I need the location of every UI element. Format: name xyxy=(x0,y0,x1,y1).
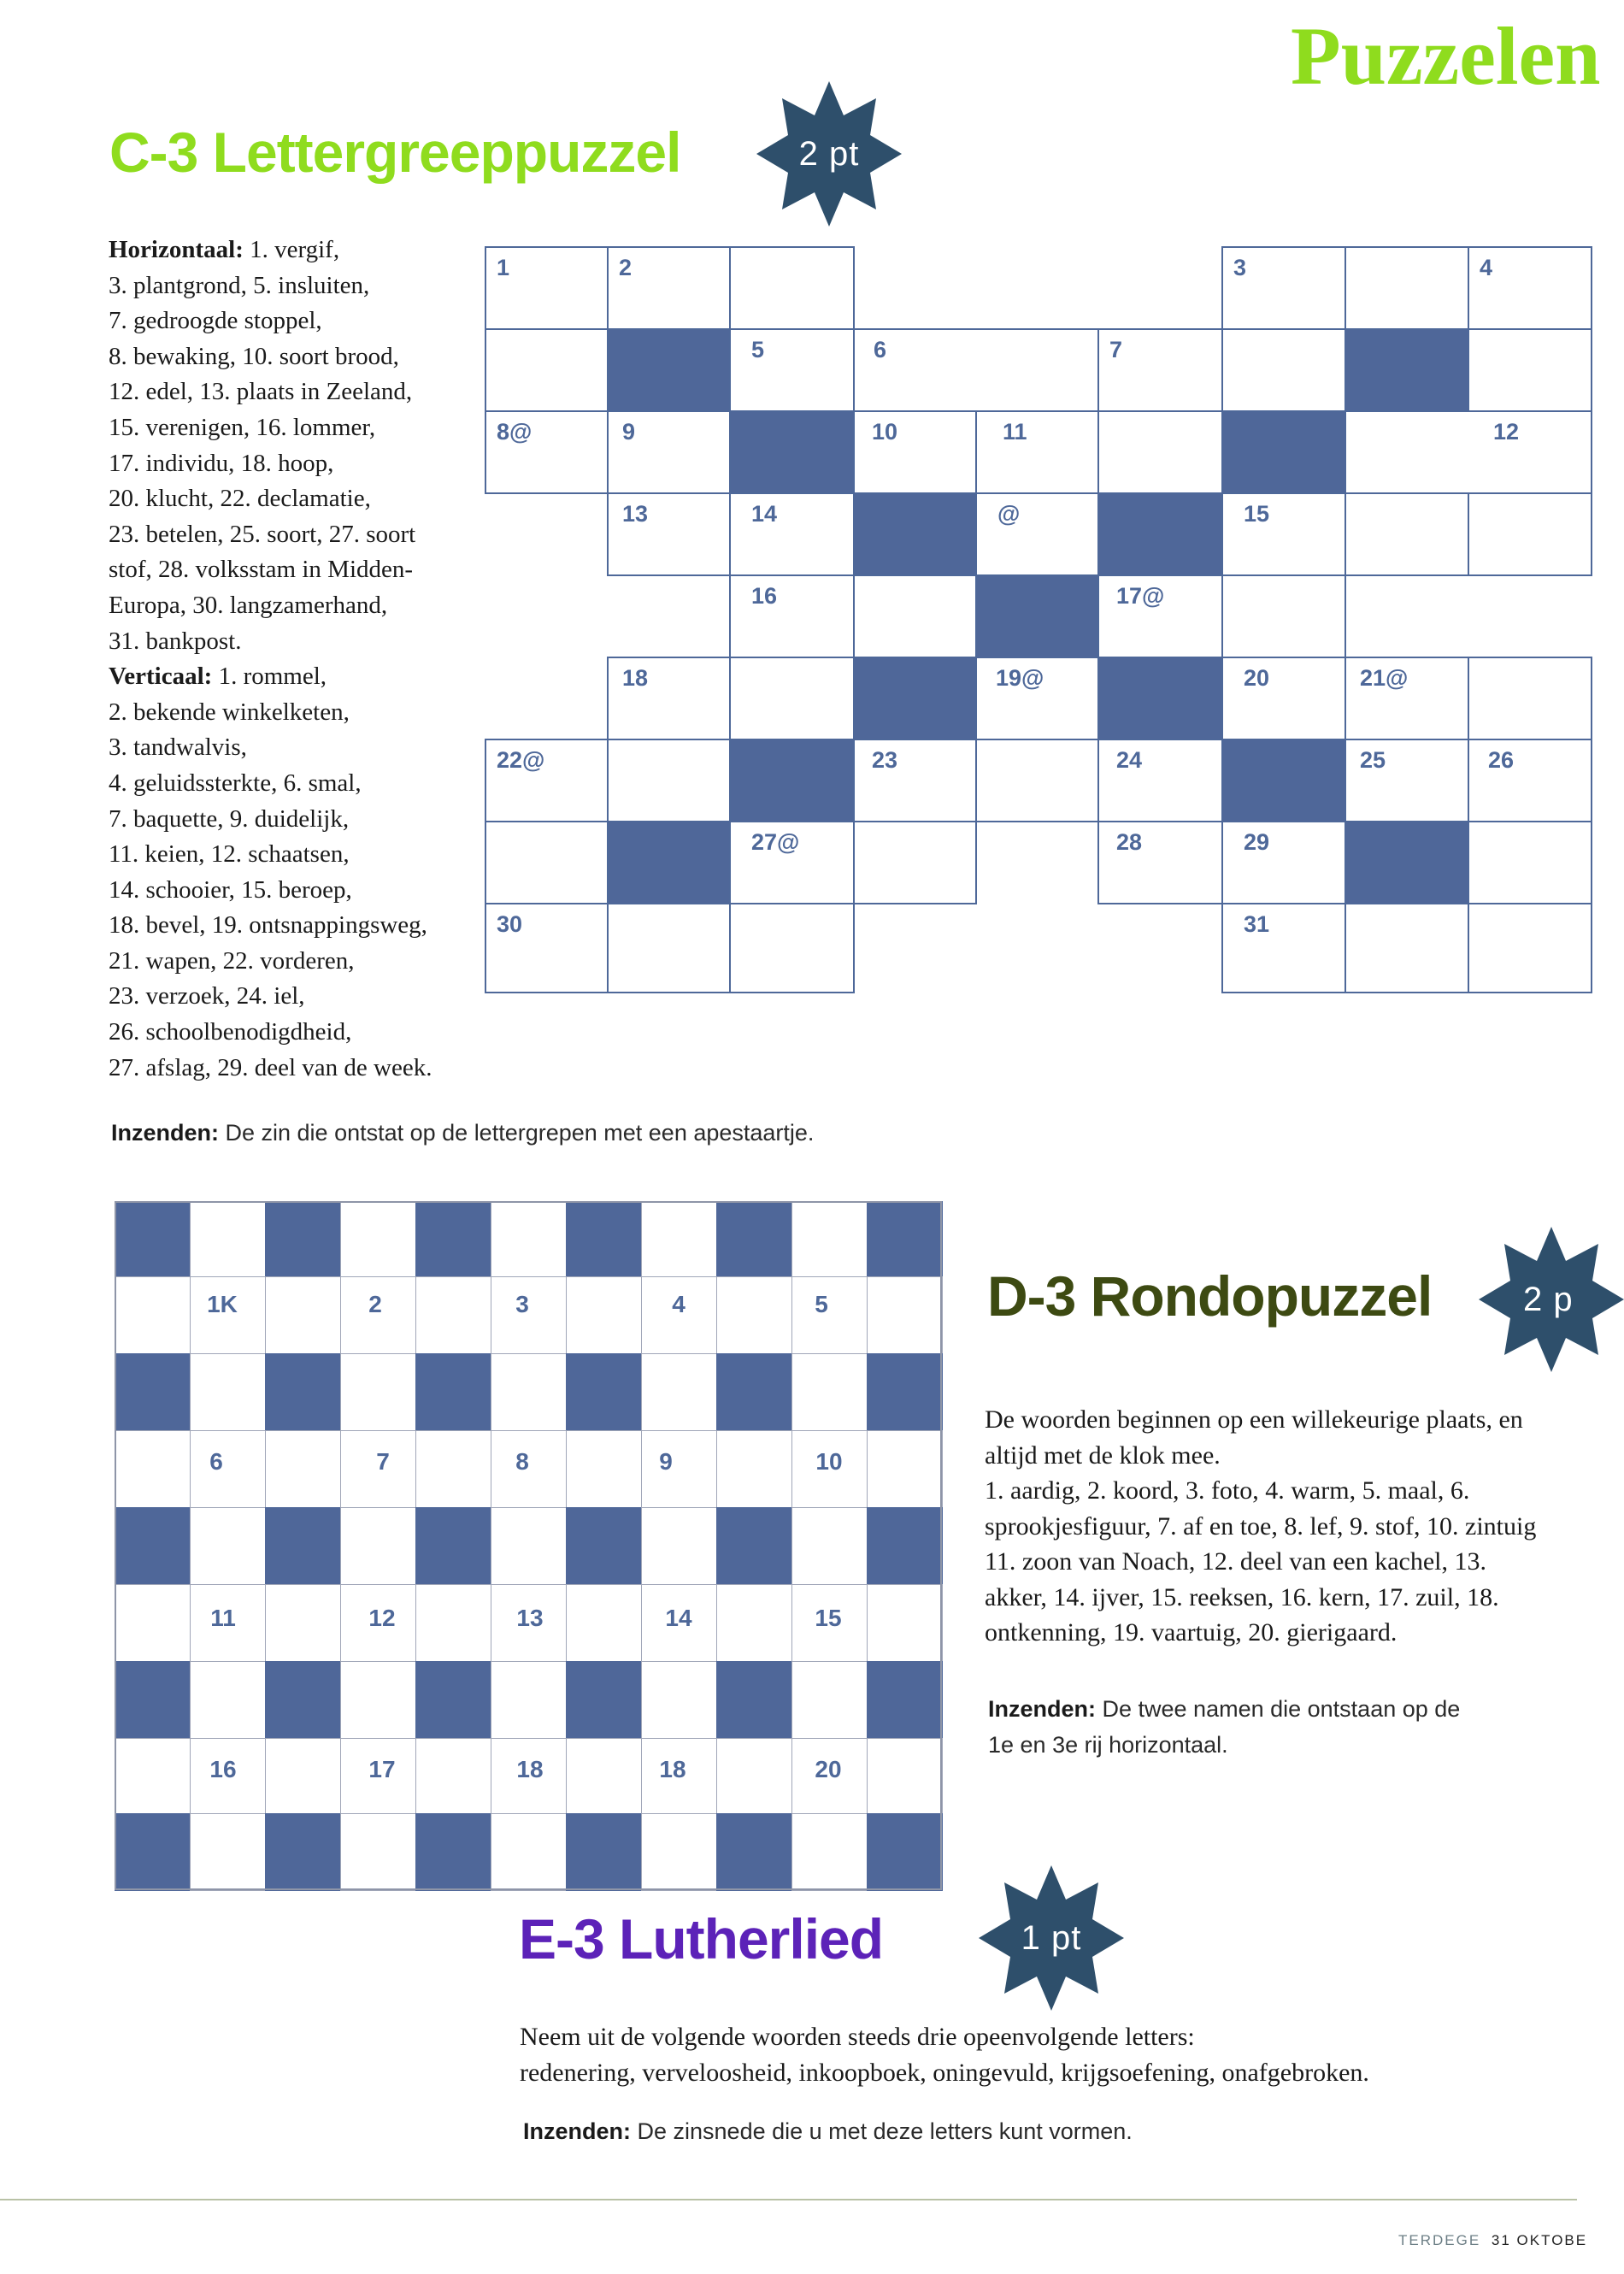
crossword-cell[interactable] xyxy=(1221,492,1346,576)
rondo-cell[interactable] xyxy=(265,1430,341,1508)
crossword-cell[interactable] xyxy=(1468,657,1592,740)
rondo-cell[interactable] xyxy=(415,1276,491,1354)
crossword-cell[interactable] xyxy=(1221,328,1346,412)
rondo-number: 8 xyxy=(515,1448,529,1475)
crossword-cell[interactable] xyxy=(1345,246,1469,330)
rondo-cell[interactable] xyxy=(190,1813,266,1891)
rondo-cell[interactable] xyxy=(566,1738,642,1814)
rondo-black-cell xyxy=(415,1353,491,1431)
crossword-cell[interactable] xyxy=(853,410,977,494)
rondo-number: 5 xyxy=(815,1291,828,1317)
rondo-number: 11 xyxy=(210,1605,236,1631)
cell-number: 16 xyxy=(751,583,778,609)
cell-number: 26 xyxy=(1488,747,1515,773)
rondo-number: 17 xyxy=(368,1756,396,1782)
rondo-number: 15 xyxy=(815,1605,842,1631)
rondo-black-cell xyxy=(265,1507,341,1585)
cell-number: 19@ xyxy=(996,665,1044,691)
rondo-cell[interactable] xyxy=(340,1813,416,1891)
cell-number: 20 xyxy=(1244,665,1270,691)
crossword-black-cell xyxy=(1345,821,1469,904)
cell-number: 12 xyxy=(1493,419,1520,445)
crossword-cell[interactable] xyxy=(485,739,609,822)
rondo-cell[interactable] xyxy=(867,1430,943,1508)
crossword-cell[interactable] xyxy=(1221,246,1346,330)
clue-line: 2. bekende winkelketen, xyxy=(109,698,350,726)
cell-number: 1 xyxy=(497,255,510,280)
rondo-black-cell xyxy=(265,1201,341,1277)
crossword-cell[interactable] xyxy=(607,492,731,576)
rondo-cell[interactable] xyxy=(641,1813,717,1891)
cell-number: 13 xyxy=(622,501,649,527)
rondo-black-cell xyxy=(566,1201,642,1277)
puzzle-c-clues xyxy=(109,233,432,1086)
rondo-cell[interactable] xyxy=(566,1276,642,1354)
crossword-cell[interactable] xyxy=(975,492,1099,576)
puzzle-c-submit xyxy=(111,1120,814,1146)
rondo-cell[interactable] xyxy=(791,1661,868,1739)
rondo-cell[interactable] xyxy=(791,1507,868,1585)
rondo-cell[interactable] xyxy=(791,1353,868,1431)
footer xyxy=(1398,2232,1587,2249)
rondo-cell[interactable] xyxy=(641,1661,717,1739)
crossword-cell[interactable] xyxy=(853,739,977,822)
rondo-cell[interactable] xyxy=(867,1276,943,1354)
rondo-black-cell xyxy=(115,1661,191,1739)
vertical-clues-first-line: Verticaal: 1. rommel, xyxy=(109,663,327,691)
puzzle-e-submit: Inzenden: De zinsnede die u met deze letters kunt vormen. xyxy=(523,2118,1133,2144)
clue-line: 27. afslag, 29. deel van de week. xyxy=(109,1053,432,1081)
cell-number: @ xyxy=(997,501,1021,527)
clue-line: 3. tandwalvis, xyxy=(109,733,247,762)
crossword-cell[interactable] xyxy=(975,739,1099,822)
submit-label: Inzenden: xyxy=(111,1120,219,1146)
rondo-cell[interactable] xyxy=(115,1430,191,1508)
rondo-cell[interactable] xyxy=(491,1353,567,1431)
rondo-cell[interactable] xyxy=(115,1584,191,1662)
crossword-cell[interactable] xyxy=(607,657,731,740)
rondo-cell[interactable] xyxy=(566,1584,642,1662)
rondo-black-cell xyxy=(265,1353,341,1431)
crossword-cell[interactable] xyxy=(1345,903,1469,993)
clue-line: stof, 28. volksstam in Midden- xyxy=(109,556,414,584)
rondo-cell[interactable] xyxy=(340,1201,416,1277)
rondo-cell[interactable] xyxy=(115,1276,191,1354)
rondo-black-cell xyxy=(115,1201,191,1277)
crossword-cell[interactable] xyxy=(1468,821,1592,904)
rondo-number: 3 xyxy=(515,1291,529,1317)
crossword-cell[interactable] xyxy=(485,903,609,993)
cell-number: 28 xyxy=(1116,829,1143,855)
rondo-black-cell xyxy=(716,1507,792,1585)
submit-text: De zin die ontstat op de lettergrepen met een apestaartje. xyxy=(219,1120,815,1146)
puzzle-d-submit: Inzenden: De twee namen die ontstaan op de 1e en 3e rij horizontaal. xyxy=(988,1696,1461,1758)
rondo-cell[interactable] xyxy=(641,1201,717,1277)
rondo-black-cell xyxy=(415,1201,491,1277)
rondo-number: 14 xyxy=(665,1605,692,1631)
crossword-cell[interactable] xyxy=(975,410,1099,494)
crossword-cell[interactable] xyxy=(853,574,977,658)
crossword-cell[interactable] xyxy=(1345,492,1469,576)
rondo-black-cell xyxy=(566,1661,642,1739)
cell-number: 31 xyxy=(1244,911,1270,937)
rondo-black-cell xyxy=(867,1813,943,1891)
crossword-cell[interactable] xyxy=(975,657,1099,740)
crossword-cell[interactable] xyxy=(607,246,731,330)
submit-label: Inzenden: xyxy=(988,1696,1096,1722)
puzzle-c-points: 2 pt xyxy=(798,134,860,173)
crossword-cell[interactable] xyxy=(485,821,609,904)
cell-number: 17@ xyxy=(1116,583,1165,609)
rondo-black-cell xyxy=(716,1201,792,1277)
rondo-number: 4 xyxy=(672,1291,685,1317)
rondo-black-cell xyxy=(867,1661,943,1739)
cell-number: 23 xyxy=(872,747,898,773)
clue-line: 26. schoolbenodigdheid, xyxy=(109,1018,352,1046)
rondo-cell[interactable] xyxy=(265,1276,341,1354)
rondo-cell[interactable] xyxy=(641,1353,717,1431)
rondo-cell[interactable] xyxy=(415,1738,491,1814)
crossword-black-cell xyxy=(853,492,977,576)
cell-number: 29 xyxy=(1244,829,1270,855)
clue-line: 20. klucht, 22. declamatie, xyxy=(109,485,371,513)
rondo-black-cell xyxy=(265,1661,341,1739)
vertical-heading: Verticaal: xyxy=(109,663,213,691)
puzzle-d-points-badge xyxy=(1479,1227,1624,1372)
rondo-black-cell xyxy=(566,1353,642,1431)
crossword-cell[interactable] xyxy=(607,739,731,822)
crossword-cell[interactable] xyxy=(1345,657,1469,740)
rondo-number: 10 xyxy=(815,1448,843,1475)
crossword-black-cell xyxy=(1097,657,1223,740)
rondo-black-cell xyxy=(566,1813,642,1891)
rondo-cell[interactable] xyxy=(566,1430,642,1508)
rondo-cell[interactable] xyxy=(491,1507,567,1585)
cell-number: 14 xyxy=(751,501,778,527)
crossword-cell[interactable] xyxy=(1097,574,1223,658)
cell-number: 18 xyxy=(622,665,649,691)
clue-line: 8. bewaking, 10. soort brood, xyxy=(109,342,399,370)
crossword-cell[interactable] xyxy=(729,246,855,330)
crossword-cell[interactable] xyxy=(729,657,855,740)
crossword-black-cell xyxy=(729,739,855,822)
rondo-black-cell xyxy=(115,1507,191,1585)
crossword-cell[interactable] xyxy=(729,903,855,993)
clue-line: 31. bankpost. xyxy=(109,627,242,655)
clue-line: 15. verenigen, 16. lommer, xyxy=(109,413,376,441)
rondo-number: 20 xyxy=(815,1756,842,1782)
clue-line: 21. wapen, 22. vorderen, xyxy=(109,946,355,975)
rondo-cell[interactable] xyxy=(190,1201,266,1277)
cell-number: 2 xyxy=(619,255,633,280)
puzzle-d-title: D-3 Rondopuzzel xyxy=(987,1264,1433,1328)
rondo-black-cell xyxy=(415,1507,491,1585)
crossword-cell[interactable] xyxy=(729,328,855,412)
cell-number: 8@ xyxy=(497,419,533,445)
rondo-black-cell xyxy=(566,1507,642,1585)
rondo-black-cell xyxy=(716,1353,792,1431)
cell-number: 4 xyxy=(1480,255,1493,280)
cell-number: 25 xyxy=(1360,747,1386,773)
crossword-black-cell xyxy=(607,328,731,412)
cell-number: 22@ xyxy=(497,747,545,773)
clue-line: 7. baquette, 9. duidelijk, xyxy=(109,804,350,833)
crossword-black-cell xyxy=(1097,492,1223,576)
crossword-cell[interactable] xyxy=(853,821,977,904)
crossword-cell[interactable] xyxy=(1468,903,1592,993)
cell-number: 27@ xyxy=(751,829,800,855)
crossword-cell[interactable] xyxy=(1345,410,1592,494)
clue-line: 3. plantgrond, 5. insluiten, xyxy=(109,271,370,299)
crossword-black-cell xyxy=(1221,410,1346,494)
cell-number: 15 xyxy=(1244,501,1270,527)
crossword-cell[interactable] xyxy=(1468,328,1592,412)
crossword-cell[interactable] xyxy=(853,328,1099,412)
rondo-cell[interactable] xyxy=(716,1430,792,1508)
rondo-cell[interactable] xyxy=(491,1661,567,1739)
crossword-cell[interactable] xyxy=(1097,328,1223,412)
crossword-cell[interactable] xyxy=(1468,246,1592,330)
rondo-cell[interactable] xyxy=(340,1353,416,1431)
crossword-black-cell xyxy=(1345,328,1469,412)
section-header: Puzzelen xyxy=(1291,10,1601,102)
rondo-cell[interactable] xyxy=(340,1661,416,1739)
rondo-cell[interactable] xyxy=(415,1584,491,1662)
puzzle-e-title: E-3 Lutherlied xyxy=(519,1907,884,1971)
rondo-cell[interactable] xyxy=(716,1584,792,1662)
puzzle-d-points: 2 p xyxy=(1523,1280,1574,1318)
rondo-cell[interactable] xyxy=(491,1813,567,1891)
crossword-cell[interactable] xyxy=(1097,739,1223,822)
crossword-cell[interactable] xyxy=(1221,903,1346,993)
cell-number: 24 xyxy=(1116,747,1143,773)
crossword-cell[interactable] xyxy=(1221,657,1346,740)
rondo-number: 7 xyxy=(376,1448,390,1475)
rondo-black-cell xyxy=(415,1661,491,1739)
puzzle-c-title: C-3 Lettergreeppuzzel xyxy=(109,121,681,184)
clue-line: 7. gedroogde stoppel, xyxy=(109,307,322,335)
horizontal-heading: Horizontaal: xyxy=(109,236,244,263)
rondo-cell[interactable] xyxy=(265,1738,341,1814)
rondo-cell[interactable] xyxy=(867,1584,943,1662)
clue-line: 18. bevel, 19. ontsnappingsweg, xyxy=(109,911,427,940)
rondo-cell[interactable] xyxy=(641,1507,717,1585)
crossword-cell[interactable] xyxy=(1468,739,1592,822)
rondo-cell[interactable] xyxy=(265,1584,341,1662)
crossword-cell[interactable] xyxy=(729,574,855,658)
crossword-black-cell xyxy=(975,574,1099,658)
puzzle-e-points-badge xyxy=(979,1865,1124,2011)
crossword-black-cell xyxy=(853,657,977,740)
footer-magazine: TERDEGE xyxy=(1398,2232,1481,2248)
footer-rule xyxy=(0,2199,1577,2200)
rondo-cell[interactable] xyxy=(791,1813,868,1891)
crossword-cell[interactable] xyxy=(1345,739,1469,822)
crossword-cell[interactable] xyxy=(607,903,731,993)
crossword-cell[interactable] xyxy=(1468,492,1592,576)
rondo-black-cell xyxy=(867,1201,943,1277)
clue-line: 23. betelen, 25. soort, 27. soort xyxy=(109,520,416,548)
rondo-black-cell xyxy=(415,1813,491,1891)
rondo-black-cell xyxy=(716,1661,792,1739)
puzzle-d-text: De woorden beginnen op een willekeurige plaats, en altijd met de klok mee. 1. aardig, 2. koord, 3. foto, 4. warm, 5. maal, 6. sprookjesfiguur, 7. af en toe, 8. lef, 9. stof, 10. zintuig 11. zoon van Noach, 12. deel van een kachel, 13. akker, 14. ijver, 15. reeksen, 16. kern, 17. zuil, 18. ontkenning, 19. vaartuig, 20. gierigaard. xyxy=(985,1405,1537,1647)
rondo-number: 18 xyxy=(516,1756,544,1782)
footer-page-date: 31 OKTOBE xyxy=(1491,2232,1588,2248)
rondo-number: 13 xyxy=(516,1605,544,1631)
crossword-cell[interactable] xyxy=(607,410,731,494)
rondo-number: 18 xyxy=(659,1756,686,1782)
rondo-number: 16 xyxy=(209,1756,237,1782)
clue-line: 11. keien, 12. schaatsen, xyxy=(109,840,350,869)
rondo-black-cell xyxy=(115,1813,191,1891)
cell-number: 7 xyxy=(1109,337,1123,362)
rondo-cell[interactable] xyxy=(190,1661,266,1739)
crossword-cell[interactable] xyxy=(1097,410,1223,494)
rondo-number: 2 xyxy=(368,1291,382,1317)
crossword-cell[interactable] xyxy=(1221,821,1346,904)
rondo-cell[interactable] xyxy=(867,1738,943,1814)
rondo-black-cell xyxy=(115,1353,191,1431)
puzzle-c-points-badge xyxy=(756,81,902,227)
rondo-cell[interactable] xyxy=(716,1738,792,1814)
rondo-cell[interactable] xyxy=(190,1353,266,1431)
crossword-cell[interactable] xyxy=(485,410,609,494)
rondo-black-cell xyxy=(716,1813,792,1891)
crossword-cell[interactable] xyxy=(1097,821,1223,904)
crossword-cell[interactable] xyxy=(1221,574,1346,658)
puzzle-e-points: 1 pt xyxy=(1021,1918,1082,1957)
submit-label: Inzenden: xyxy=(523,2118,631,2144)
rondo-black-cell xyxy=(265,1813,341,1891)
crossword-black-cell xyxy=(607,821,731,904)
rondo-cell[interactable] xyxy=(115,1738,191,1814)
rondo-number: 9 xyxy=(659,1448,673,1475)
rondo-black-cell xyxy=(867,1507,943,1585)
cell-number: 11 xyxy=(1003,419,1027,445)
rondo-number: 1K xyxy=(207,1291,238,1317)
cell-number: 6 xyxy=(874,337,887,362)
clue-line: 23. verzoek, 24. iel, xyxy=(109,982,305,1010)
clue-line: 17. individu, 18. hoop, xyxy=(109,449,334,477)
cell-number: 10 xyxy=(872,419,898,445)
cell-number: 30 xyxy=(497,911,523,937)
crossword-black-cell xyxy=(729,410,855,494)
rondo-black-cell xyxy=(867,1353,943,1431)
crossword-cell[interactable] xyxy=(729,492,855,576)
cell-number: 21@ xyxy=(1360,665,1409,691)
cell-number: 9 xyxy=(622,419,636,445)
clue-line: 14. schooier, 15. beroep, xyxy=(109,875,352,904)
rondo-number: 6 xyxy=(209,1448,223,1475)
rondo-cell[interactable] xyxy=(415,1430,491,1508)
rondo-cell[interactable] xyxy=(340,1507,416,1585)
horizontal-clues-first-line: Horizontaal: 1. vergif, xyxy=(109,236,340,263)
rondo-number: 12 xyxy=(368,1605,396,1631)
rondo-cell[interactable] xyxy=(791,1201,868,1277)
crossword-cell[interactable] xyxy=(485,328,609,412)
clue-line: 12. edel, 13. plaats in Zeeland, xyxy=(109,378,413,406)
rondo-cell[interactable] xyxy=(716,1276,792,1354)
crossword-cell[interactable] xyxy=(729,821,855,904)
clue-line: Europa, 30. langzamerhand, xyxy=(109,591,388,619)
clue-line: 4. geluidssterkte, 6. smal, xyxy=(109,769,362,797)
cell-number: 3 xyxy=(1233,255,1247,280)
crossword-cell[interactable] xyxy=(485,246,609,330)
crossword-black-cell xyxy=(1221,739,1346,822)
puzzle-e-text: Neem uit de volgende woorden steeds drie opeenvolgende letters: redenering, verveloosheid, inkoopboek, oningevuld, krijgsoefening, onafgebroken. xyxy=(520,2023,1369,2087)
rondo-cell[interactable] xyxy=(491,1201,567,1277)
cell-number: 5 xyxy=(751,337,765,362)
rondo-cell[interactable] xyxy=(190,1507,266,1585)
